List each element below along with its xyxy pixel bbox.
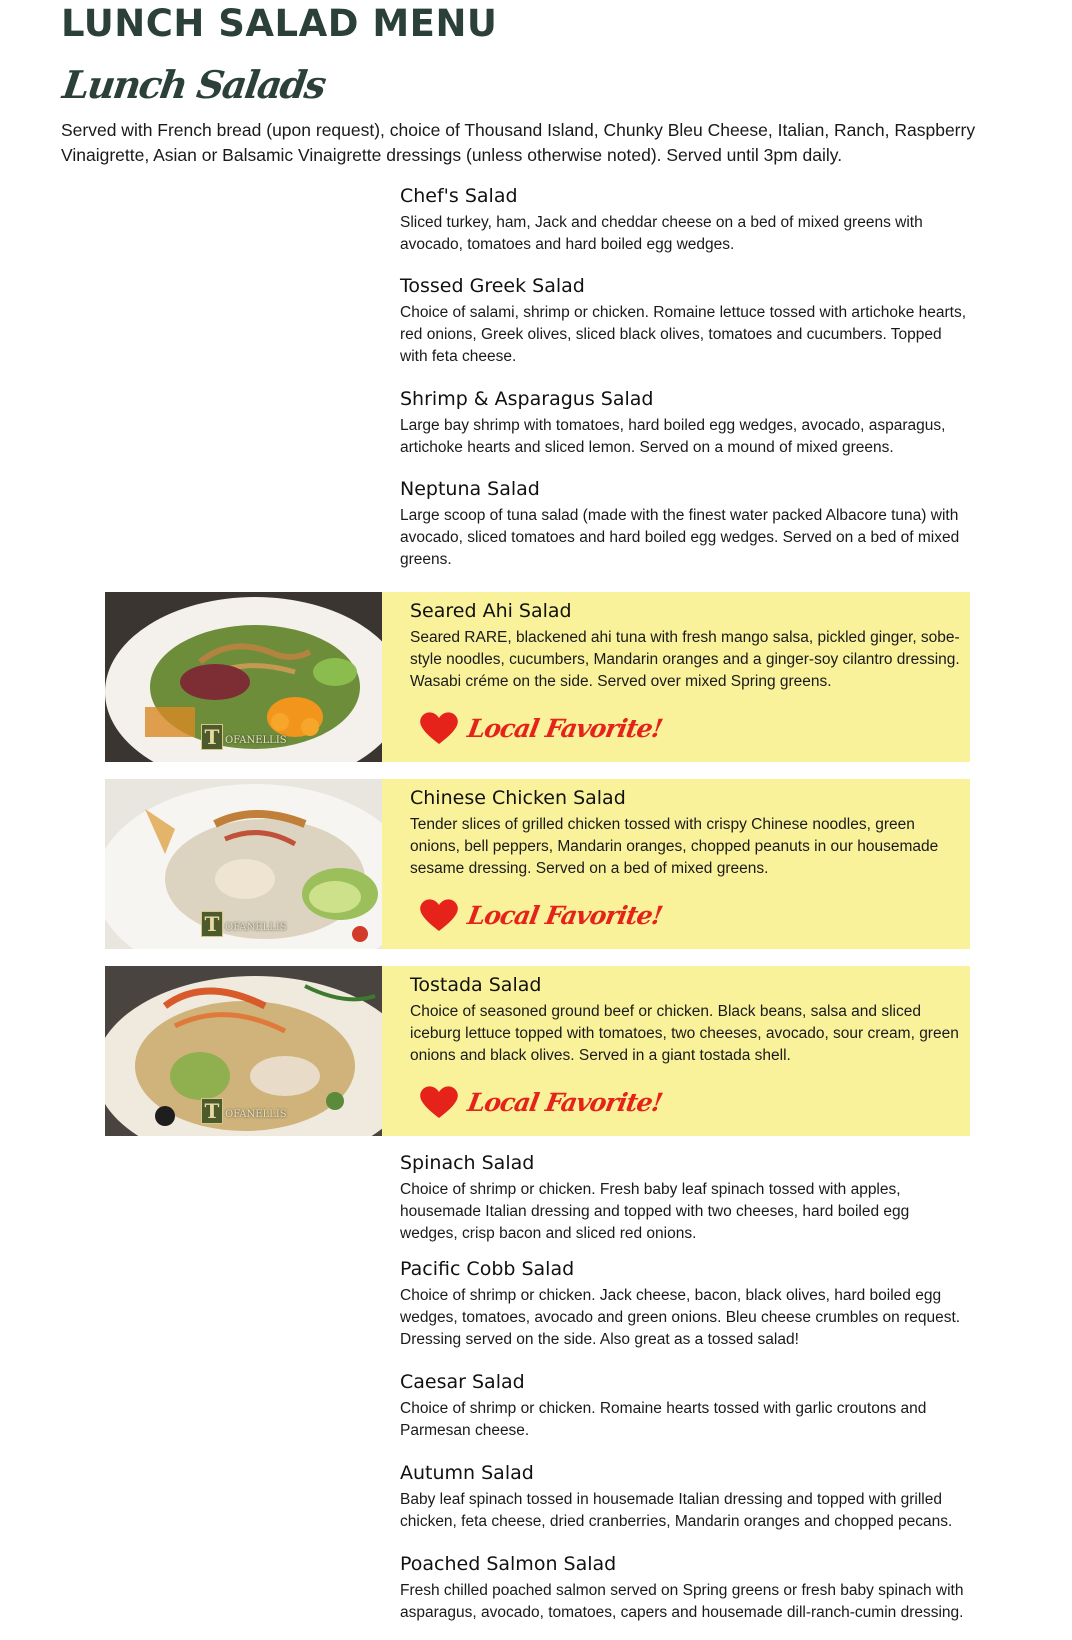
logo-word: OFANELLIS [225, 735, 287, 746]
restaurant-logo [201, 724, 287, 750]
item-name: Chinese Chicken Salad [410, 787, 626, 809]
local-favorite-label: Local Favorite! [465, 1087, 665, 1117]
item-name: Autumn Salad [400, 1462, 534, 1484]
item-name: Poached Salmon Salad [400, 1553, 617, 1575]
item-name: Spinach Salad [400, 1152, 535, 1174]
local-favorite-badge [418, 1082, 665, 1122]
heart-icon [418, 1084, 460, 1120]
page-title: LUNCH SALAD MENU [61, 2, 498, 45]
item-description: Seared RARE, blackened ahi tuna with fresh mango salsa, pickled ginger, sobe-style noodles, cucumbers, Mandarin oranges and a ginger-soy cilantro dressing. Wasabi créme on the side. Served over mixed Spring greens. [410, 629, 960, 690]
logo-word: OFANELLIS [225, 922, 287, 933]
menu-item [400, 273, 970, 368]
item-description: Choice of shrimp or chicken. Romaine hearts tossed with garlic croutons and Parmesan cheese. [400, 1400, 927, 1439]
menu-item [400, 1460, 970, 1533]
menu-item [400, 476, 970, 571]
menu-item [400, 386, 970, 459]
logo-word: OFANELLIS [225, 1109, 287, 1120]
menu-item [400, 1256, 970, 1351]
featured-panel [382, 592, 970, 762]
logo-letter: T [201, 911, 223, 937]
featured-item [105, 779, 970, 949]
featured-panel [382, 966, 970, 1136]
local-favorite-label: Local Favorite! [465, 713, 665, 743]
restaurant-logo [201, 911, 287, 937]
intro-text: Served with French bread (upon request), choice of Thousand Island, Chunky Bleu Cheese, Italian, Ranch, Raspberry Vinaigrette, Asian or Balsamic Vinaigrette dressings (unless otherwise noted). Served until 3pm daily. [61, 120, 976, 165]
local-favorite-badge [418, 895, 665, 935]
item-name: Neptuna Salad [400, 478, 540, 500]
item-description: Choice of salami, shrimp or chicken. Romaine lettuce tossed with artichoke hearts, red onions, Greek olives, sliced black olives, tomatoes and cucumbers. Topped with feta cheese. [400, 304, 966, 365]
featured-panel [382, 779, 970, 949]
menu-item [400, 1369, 970, 1442]
item-description: Fresh chilled poached salmon served on Spring greens or fresh baby spinach with asparagus, avocado, tomatoes, capers and housemade dill-ranch-cumin dressing. [400, 1582, 964, 1621]
heart-icon [418, 897, 460, 933]
item-description: Large scoop of tuna salad (made with the finest water packed Albacore tuna) with avocado, sliced tomatoes and hard boiled egg wedges. Served on a bed of mixed greens. [400, 507, 960, 568]
menu-item [400, 183, 970, 256]
menu-item [400, 1551, 970, 1624]
item-name: Tostada Salad [410, 974, 542, 996]
featured-item [105, 966, 970, 1136]
item-name: Tossed Greek Salad [400, 275, 585, 297]
item-name: Seared Ahi Salad [410, 600, 572, 622]
logo-letter: T [201, 1098, 223, 1124]
logo-letter: T [201, 724, 223, 750]
menu-item [400, 1150, 970, 1245]
item-description: Baby leaf spinach tossed in housemade Italian dressing and topped with grilled chicken, feta cheese, dried cranberries, Mandarin oranges and chopped pecans. [400, 1491, 953, 1530]
salad-photo [105, 592, 382, 762]
heart-icon [418, 710, 460, 746]
item-name: Chef's Salad [400, 185, 518, 207]
restaurant-logo [201, 1098, 287, 1124]
item-description: Tender slices of grilled chicken tossed with crispy Chinese noodles, green onions, bell peppers, Mandarin oranges, chopped peanuts in our housemade sesame dressing. Served on a bed of mixed greens. [410, 816, 939, 877]
item-name: Caesar Salad [400, 1371, 525, 1393]
featured-item [105, 592, 970, 762]
local-favorite-label: Local Favorite! [465, 900, 665, 930]
item-description: Choice of seasoned ground beef or chicken. Black beans, salsa and sliced iceburg lettuce topped with tomatoes, two cheeses, avocado, sour cream, green onions and black olives. Served in a giant tostada shell. [410, 1003, 959, 1064]
item-description: Sliced turkey, ham, Jack and cheddar cheese on a bed of mixed greens with avocado, tomatoes and hard boiled egg wedges. [400, 214, 923, 253]
item-description: Choice of shrimp or chicken. Fresh baby leaf spinach tossed with apples, housemade Italian dressing and topped with two cheeses, hard boiled egg wedges, crisp bacon and sliced red onions. [400, 1181, 910, 1242]
item-description: Choice of shrimp or chicken. Jack cheese, bacon, black olives, hard boiled egg wedges, tomatoes, avocado and green onions. Bleu cheese crumbles on request. Dressing served on the side. Also great as a tossed salad! [400, 1287, 961, 1348]
item-name: Pacific Cobb Salad [400, 1258, 575, 1280]
item-name: Shrimp & Asparagus Salad [400, 388, 654, 410]
local-favorite-badge [418, 708, 665, 748]
section-heading: Lunch Salads [60, 62, 328, 107]
salad-photo [105, 966, 382, 1136]
salad-photo [105, 779, 382, 949]
item-description: Large bay shrimp with tomatoes, hard boiled egg wedges, avocado, asparagus, artichoke hearts and sliced lemon. Served on a mound of mixed greens. [400, 417, 946, 456]
